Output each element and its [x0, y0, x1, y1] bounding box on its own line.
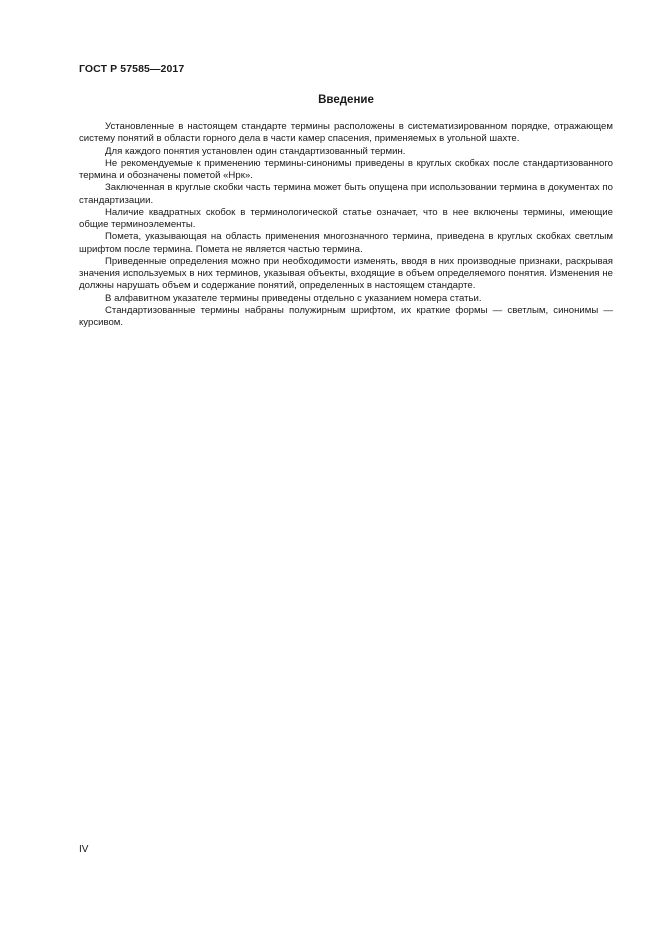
- paragraph: Приведенные определения можно при необходимости изменять, вводя в них производные признаки, раскрывая значения используемых в них терминов, указывая объекты, входящие в объем определяемого понятия. Изменения не должны нарушать объем и содержание понятий, определенных в настоящем стандарте.: [79, 255, 613, 292]
- paragraph: Наличие квадратных скобок в терминологической статье означает, что в нее включены термины, имеющие общие терминоэлементы.: [79, 206, 613, 230]
- section-body: [79, 121, 613, 329]
- paragraph: В алфавитном указателе термины приведены отдельно с указанием номера статьи.: [105, 292, 482, 304]
- paragraph: Помета, указывающая на область применения многозначного термина, приведена в круглых скобках светлым шрифтом после термина. Помета не является частью термина.: [79, 231, 613, 255]
- paragraph: Установленные в настоящем стандарте термины расположены в систематизированном порядке, отражающем систему понятий в области горного дела в части камер спасения, применяемых в угольной шахте.: [79, 121, 613, 145]
- section-title: Введение: [318, 94, 374, 106]
- document-code: ГОСТ Р 57585—2017: [79, 63, 185, 75]
- paragraph: Для каждого понятия установлен один стандартизованный термин.: [105, 145, 406, 157]
- paragraph: Не рекомендуемые к применению термины-синонимы приведены в круглых скобках после стандартизованного термина и обозначены пометой «Нрк».: [79, 157, 613, 181]
- paragraph: Стандартизованные термины набраны полужирным шрифтом, их краткие формы — светлым, синонимы — курсивом.: [79, 304, 613, 328]
- page-number: IV: [79, 844, 89, 855]
- paragraph: Заключенная в круглые скобки часть термина может быть опущена при использовании термина в документах по стандартизации.: [79, 182, 613, 206]
